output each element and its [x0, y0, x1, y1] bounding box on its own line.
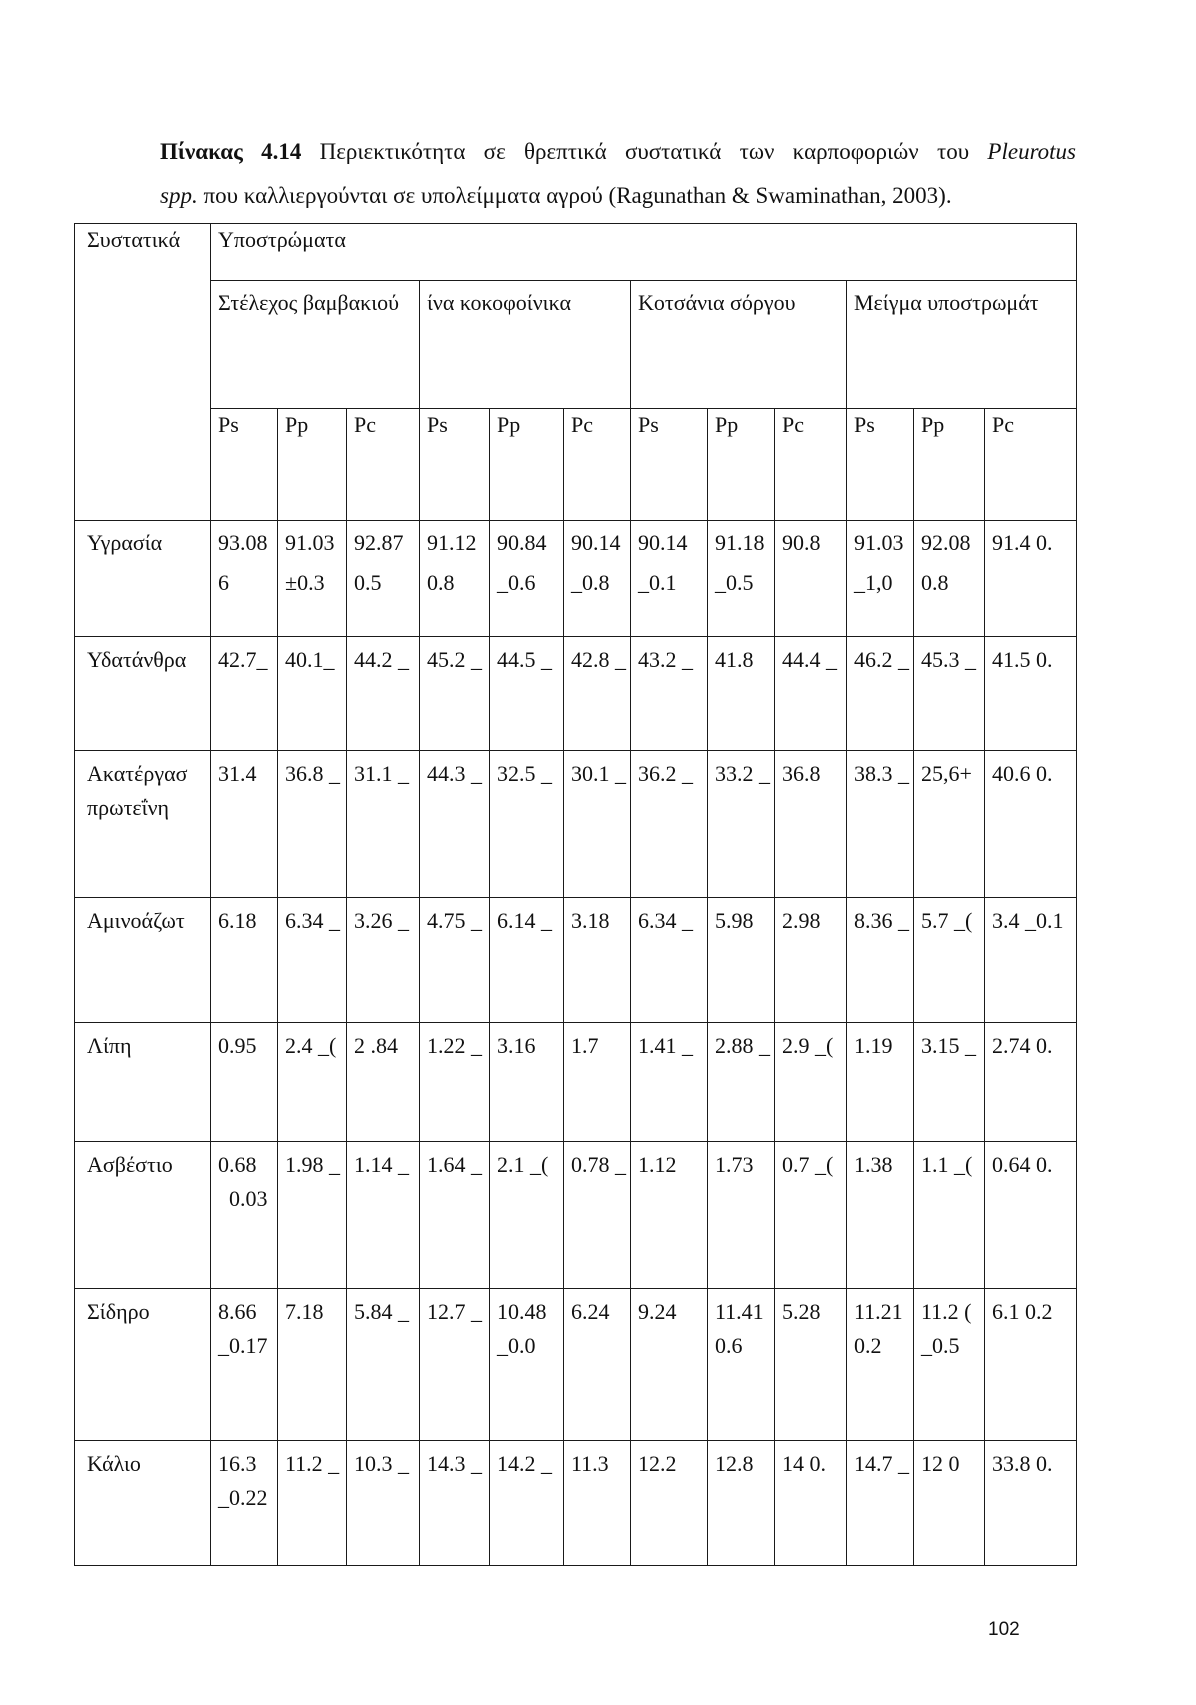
value-cell: 93.08 6	[211, 521, 278, 637]
strain-subheader: Ps	[420, 409, 490, 521]
table-row	[75, 1289, 1077, 1441]
value-cell: 11.2 ( _0.5	[914, 1289, 985, 1441]
value-cell: 0.95	[211, 1023, 278, 1142]
value-cell: 12.2	[631, 1441, 708, 1566]
value-cell: 8.36 _	[847, 898, 914, 1023]
value-cell: 2 .84	[347, 1023, 420, 1142]
substrate-group-header: Μείγμα υποστρωμάτ	[847, 281, 1077, 409]
substrate-group-header: Κοτσάνια σόργου	[631, 281, 847, 409]
strain-subheader: Pc	[564, 409, 631, 521]
value-cell: 0.64 0.	[985, 1142, 1077, 1289]
value-cell: 43.2 _	[631, 637, 708, 751]
table-row	[75, 637, 1077, 751]
value-cell: 6.34 _	[631, 898, 708, 1023]
substrate-group-header: Στέλεχος βαμβακιού	[211, 281, 420, 409]
value-cell: 42.7_	[211, 637, 278, 751]
value-cell: 90.14 _0.8	[564, 521, 631, 637]
value-cell: 36.8	[775, 751, 847, 898]
value-cell: 1.38	[847, 1142, 914, 1289]
value-cell: 14.2 _	[490, 1441, 564, 1566]
genus-name: Pleurotus	[987, 139, 1077, 164]
table-row	[75, 898, 1077, 1023]
value-cell: 2.4 _(	[278, 1023, 347, 1142]
species-abbrev: spp.	[160, 183, 198, 208]
value-cell: 1.64 _	[420, 1142, 490, 1289]
value-cell: 90.8	[775, 521, 847, 637]
value-cell: 14 0.	[775, 1441, 847, 1566]
value-cell: 45.3 _	[914, 637, 985, 751]
value-cell: 91.03 ±0.3	[278, 521, 347, 637]
component-label: Κάλιο	[75, 1441, 211, 1566]
table-row	[75, 751, 1077, 898]
value-cell: 4.75 _	[420, 898, 490, 1023]
corner-header: Συστατικά	[75, 224, 211, 521]
substrate-group-header: ίνα κοκοφοίνικα	[420, 281, 631, 409]
value-cell: 12 0	[914, 1441, 985, 1566]
value-cell: 1.22 _	[420, 1023, 490, 1142]
component-label: Αμινοάζωτ	[75, 898, 211, 1023]
value-cell: 7.18	[278, 1289, 347, 1441]
value-cell: 9.24	[631, 1289, 708, 1441]
value-cell: 10.3 _	[347, 1441, 420, 1566]
table-number: Πίνακας 4.14	[160, 139, 302, 164]
value-cell: 40.6 0.	[985, 751, 1077, 898]
caption-text: Περιεκτικότητα σε θρεπτικά συστατικά των καρποφοριών του	[319, 139, 970, 164]
value-cell: 92.08 0.8	[914, 521, 985, 637]
value-cell: 3.18	[564, 898, 631, 1023]
nutrient-table	[74, 223, 1077, 1566]
value-cell: 33.2 _	[708, 751, 775, 898]
value-cell: 11.2 _	[278, 1441, 347, 1566]
value-cell: 44.5 _	[490, 637, 564, 751]
value-cell: 41.5 0.	[985, 637, 1077, 751]
table-row	[75, 1441, 1077, 1566]
value-cell: 2.98	[775, 898, 847, 1023]
value-cell: 1.98 _	[278, 1142, 347, 1289]
value-cell: 44.4 _	[775, 637, 847, 751]
value-cell: 91.18 _0.5	[708, 521, 775, 637]
value-cell: 36.2 _	[631, 751, 708, 898]
value-cell: 11.3	[564, 1441, 631, 1566]
strain-subheader: Pp	[278, 409, 347, 521]
value-cell: 1.41 _	[631, 1023, 708, 1142]
header-row-strains	[75, 409, 1077, 521]
value-cell: 14.7 _	[847, 1441, 914, 1566]
value-cell: 1.14 _	[347, 1142, 420, 1289]
value-cell: 14.3 _	[420, 1441, 490, 1566]
value-cell: 90.84 _0.6	[490, 521, 564, 637]
component-label: Ακατέργασ πρωτεΐνη	[75, 751, 211, 898]
value-cell: 5.28	[775, 1289, 847, 1441]
value-cell: 10.48 _0.0	[490, 1289, 564, 1441]
strain-subheader: Ps	[847, 409, 914, 521]
value-cell: 6.34 _	[278, 898, 347, 1023]
component-label: Υδατάνθρα	[75, 637, 211, 751]
caption-line-1	[160, 130, 1076, 174]
value-cell: 12.7 _	[420, 1289, 490, 1441]
strain-subheader: Pp	[914, 409, 985, 521]
value-cell: 11.41 0.6	[708, 1289, 775, 1441]
value-cell: 0.68 0.03	[211, 1142, 278, 1289]
value-cell: 3.26 _	[347, 898, 420, 1023]
value-cell: 0.7 _(	[775, 1142, 847, 1289]
value-cell: 1.12	[631, 1142, 708, 1289]
value-cell: 1.1 _(	[914, 1142, 985, 1289]
value-cell: 92.87 0.5	[347, 521, 420, 637]
strain-subheader: Pc	[775, 409, 847, 521]
value-cell: 8.66 _0.17	[211, 1289, 278, 1441]
value-cell: 2.74 0.	[985, 1023, 1077, 1142]
value-cell: 30.1 _	[564, 751, 631, 898]
value-cell: 25,6+	[914, 751, 985, 898]
value-cell: 40.1_	[278, 637, 347, 751]
header-row-groups	[75, 281, 1077, 409]
strain-subheader: Pc	[347, 409, 420, 521]
strain-subheader: Ps	[631, 409, 708, 521]
component-label: Σίδηρο	[75, 1289, 211, 1441]
value-cell: 3.4 _0.1	[985, 898, 1077, 1023]
value-cell: 41.8	[708, 637, 775, 751]
value-cell: 31.4	[211, 751, 278, 898]
value-cell: 5.7 _(	[914, 898, 985, 1023]
value-cell: 44.3 _	[420, 751, 490, 898]
value-cell: 3.15 _	[914, 1023, 985, 1142]
value-cell: 11.21 0.2	[847, 1289, 914, 1441]
table-row	[75, 1023, 1077, 1142]
value-cell: 91.03 _1,0	[847, 521, 914, 637]
strain-subheader: Pp	[708, 409, 775, 521]
value-cell: 44.2 _	[347, 637, 420, 751]
value-cell: 36.8 _	[278, 751, 347, 898]
strain-subheader: Ps	[211, 409, 278, 521]
value-cell: 0.78 _	[564, 1142, 631, 1289]
value-cell: 6.14 _	[490, 898, 564, 1023]
page-number: 102	[988, 1619, 1020, 1640]
component-label: Υγρασία	[75, 521, 211, 637]
caption-line-2	[160, 174, 1076, 218]
strain-subheader: Pp	[490, 409, 564, 521]
caption-text-continued: που καλλιεργούνται σε υπολείμματα αγρού (Ragunathan & Swaminathan, 2003).	[203, 183, 952, 208]
value-cell: 2.9 _(	[775, 1023, 847, 1142]
component-label: Ασβέστιο	[75, 1142, 211, 1289]
table-row	[75, 521, 1077, 637]
value-cell: 12.8	[708, 1441, 775, 1566]
value-cell: 33.8 0.	[985, 1441, 1077, 1566]
value-cell: 6.1 0.2	[985, 1289, 1077, 1441]
table-caption	[160, 130, 1076, 218]
value-cell: 42.8 _	[564, 637, 631, 751]
value-cell: 90.14 _0.1	[631, 521, 708, 637]
component-label: Λίπη	[75, 1023, 211, 1142]
value-cell: 6.18	[211, 898, 278, 1023]
value-cell: 91.4 0.	[985, 521, 1077, 637]
value-cell: 2.1 _(	[490, 1142, 564, 1289]
strain-subheader: Pc	[985, 409, 1077, 521]
value-cell: 3.16	[490, 1023, 564, 1142]
value-cell: 1.73	[708, 1142, 775, 1289]
value-cell: 91.12 0.8	[420, 521, 490, 637]
value-cell: 5.98	[708, 898, 775, 1023]
value-cell: 1.19	[847, 1023, 914, 1142]
substrates-header: Υποστρώματα	[211, 224, 1077, 281]
value-cell: 31.1 _	[347, 751, 420, 898]
value-cell: 46.2 _	[847, 637, 914, 751]
value-cell: 5.84 _	[347, 1289, 420, 1441]
table-row	[75, 1142, 1077, 1289]
header-row-substrates	[75, 224, 1077, 281]
value-cell: 2.88 _	[708, 1023, 775, 1142]
value-cell: 1.7	[564, 1023, 631, 1142]
value-cell: 38.3 _	[847, 751, 914, 898]
value-cell: 6.24	[564, 1289, 631, 1441]
value-cell: 16.3 _0.22	[211, 1441, 278, 1566]
value-cell: 45.2 _	[420, 637, 490, 751]
value-cell: 32.5 _	[490, 751, 564, 898]
